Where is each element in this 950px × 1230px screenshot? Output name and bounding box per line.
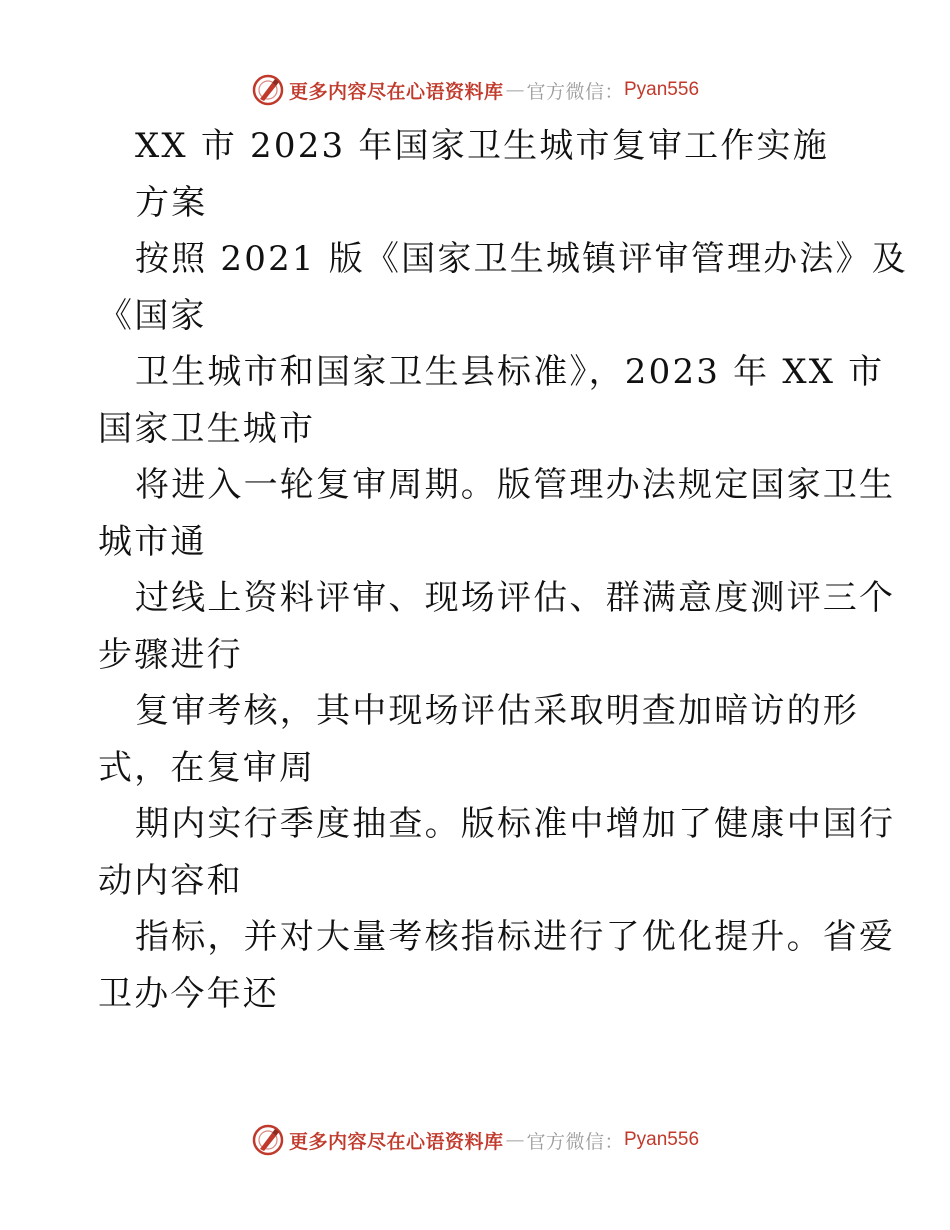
footer-watermark [0,1120,950,1160]
watermark-brand: 更多内容尽在心语资料库 [288,1130,504,1153]
paragraph-line: 动内容和 [98,860,243,901]
watermark-label: 官方微信： [526,1130,624,1153]
document-title-line: XX 市 2023 年国家卫生城市复审工作实施 [135,126,829,166]
header-watermark [0,70,950,110]
paragraph-line: 卫生城市和国家卫生县标准》，2023 年 XX 市 [135,352,885,392]
document-body [98,118,908,1022]
paragraph-line: 卫办今年还 [98,973,279,1014]
paragraph-line: 复审考核，其中现场评估采取明查加暗访的形 [135,691,859,731]
watermark-wechat-id: Pyan556 [624,79,700,100]
document-title-line: 方案 [135,182,208,223]
watermark-separator: — [505,79,525,101]
watermark-wechat-id: Pyan556 [624,1129,700,1150]
paragraph-line: 式，在复审周 [98,747,316,788]
paragraph-line: 按照 2021 版《国家卫生城镇评审管理办法》及 [135,239,908,279]
paragraph-line: 步骤进行 [98,634,243,675]
paragraph-line: 城市通 [98,521,207,562]
paragraph-line: 《国家 [98,295,207,336]
paragraph-line: 指标，并对大量考核指标进行了优化提升。省爱 [135,917,896,957]
watermark-label: 官方微信： [526,80,624,103]
watermark-brand: 更多内容尽在心语资料库 [288,80,504,103]
pen-nib-seal-icon [251,1123,285,1157]
pen-nib-seal-icon [251,73,285,107]
paragraph-line: 过线上资料评审、现场评估、群满意度测评三个 [135,578,896,618]
paragraph-line: 国家卫生城市 [98,408,316,449]
watermark-separator: — [505,1129,525,1151]
paragraph-line: 将进入一轮复审周期。版管理办法规定国家卫生 [135,465,896,505]
paragraph-line: 期内实行季度抽查。版标准中增加了健康中国行 [135,804,896,844]
